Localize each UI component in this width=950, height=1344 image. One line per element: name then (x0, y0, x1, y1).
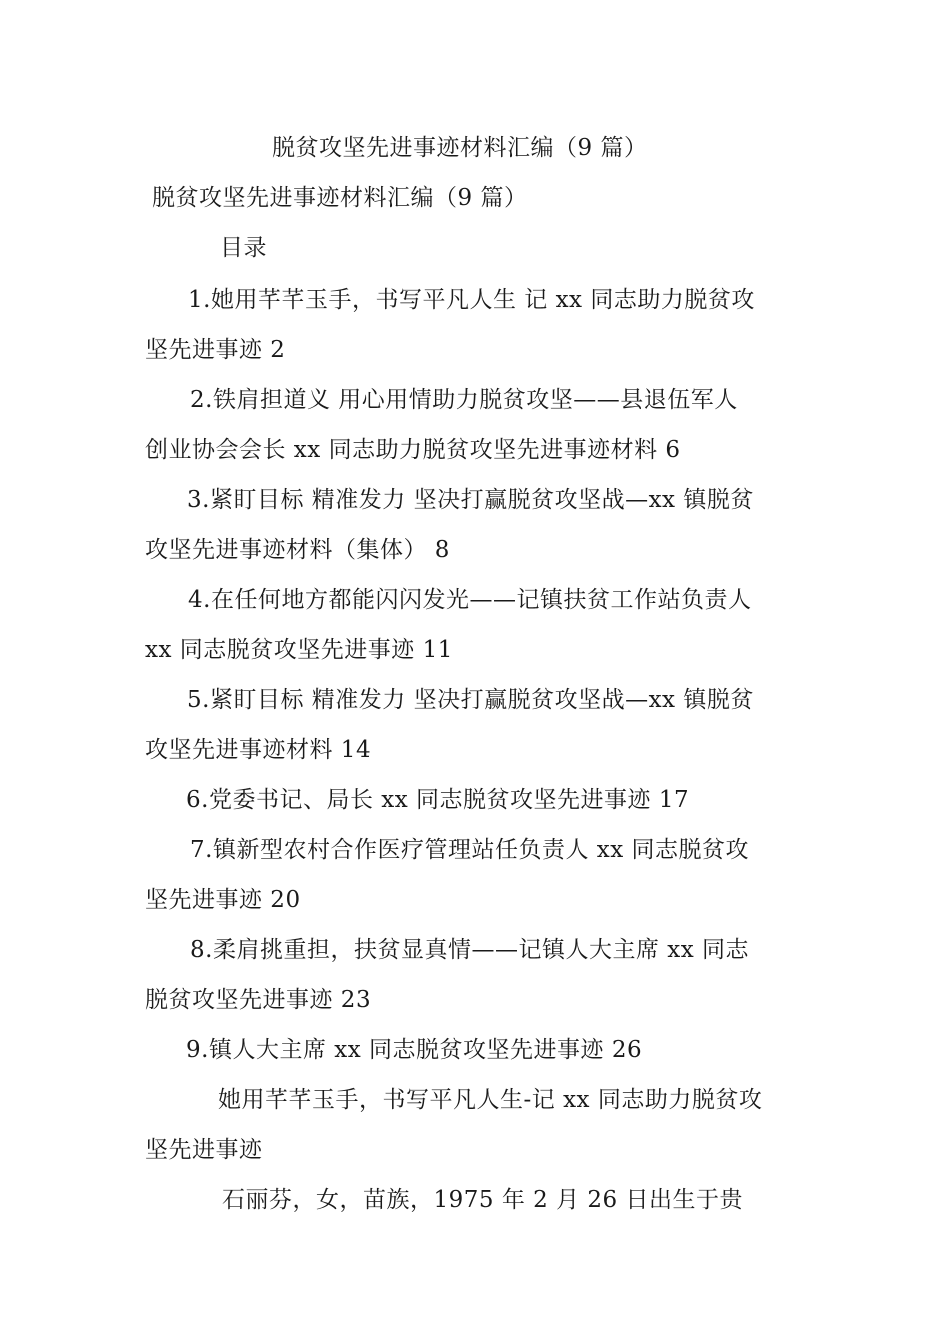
toc-entry-3-line-1: 3.紧盯目标 精准发力 坚决打赢脱贫攻坚战—xx 镇脱贫 (187, 487, 754, 513)
document-subtitle: 脱贫攻坚先进事迹材料汇编（9 篇） (152, 185, 528, 211)
section-heading-line-2: 坚先进事迹 (145, 1137, 263, 1163)
document-title: 脱贫攻坚先进事迹材料汇编（9 篇） (272, 135, 648, 161)
toc-entry-4-line-2: xx 同志脱贫攻坚先进事迹 11 (145, 637, 453, 663)
toc-entry-2-line-1: 2.铁肩担道义 用心用情助力脱贫攻坚——县退伍军人 (190, 387, 738, 413)
toc-entry-7-line-2: 坚先进事迹 20 (145, 887, 301, 913)
toc-entry-1-line-2: 坚先进事迹 2 (145, 337, 286, 363)
toc-entry-8-line-2: 脱贫攻坚先进事迹 23 (145, 987, 372, 1013)
section-heading-line-1: 她用芊芊玉手，书写平凡人生-记 xx 同志助力脱贫攻 (218, 1087, 763, 1113)
toc-entry-1-line-1: 1.她用芊芊玉手，书写平凡人生 记 xx 同志助力脱贫攻 (188, 287, 755, 313)
toc-entry-5-line-2: 攻坚先进事迹材料 14 (145, 737, 372, 763)
toc-entry-6-line-1: 6.党委书记、局长 xx 同志脱贫攻坚先进事迹 17 (186, 787, 690, 813)
toc-entry-5-line-1: 5.紧盯目标 精准发力 坚决打赢脱贫攻坚战—xx 镇脱贫 (187, 687, 754, 713)
body-paragraph-line-1: 石丽芬，女，苗族，1975 年 2 月 26 日出生于贵 (222, 1187, 743, 1213)
toc-entry-8-line-1: 8.柔肩挑重担，扶贫显真情——记镇人大主席 xx 同志 (190, 937, 750, 963)
toc-entry-9-line-1: 9.镇人大主席 xx 同志脱贫攻坚先进事迹 26 (186, 1037, 643, 1063)
toc-entry-3-line-2: 攻坚先进事迹材料（集体） 8 (145, 537, 450, 563)
toc-entry-4-line-1: 4.在任何地方都能闪闪发光——记镇扶贫工作站负责人 (188, 587, 752, 613)
toc-heading: 目录 (220, 235, 267, 261)
toc-entry-7-line-1: 7.镇新型农村合作医疗管理站任负责人 xx 同志脱贫攻 (190, 837, 750, 863)
toc-entry-2-line-2: 创业协会会长 xx 同志助力脱贫攻坚先进事迹材料 6 (145, 437, 681, 463)
